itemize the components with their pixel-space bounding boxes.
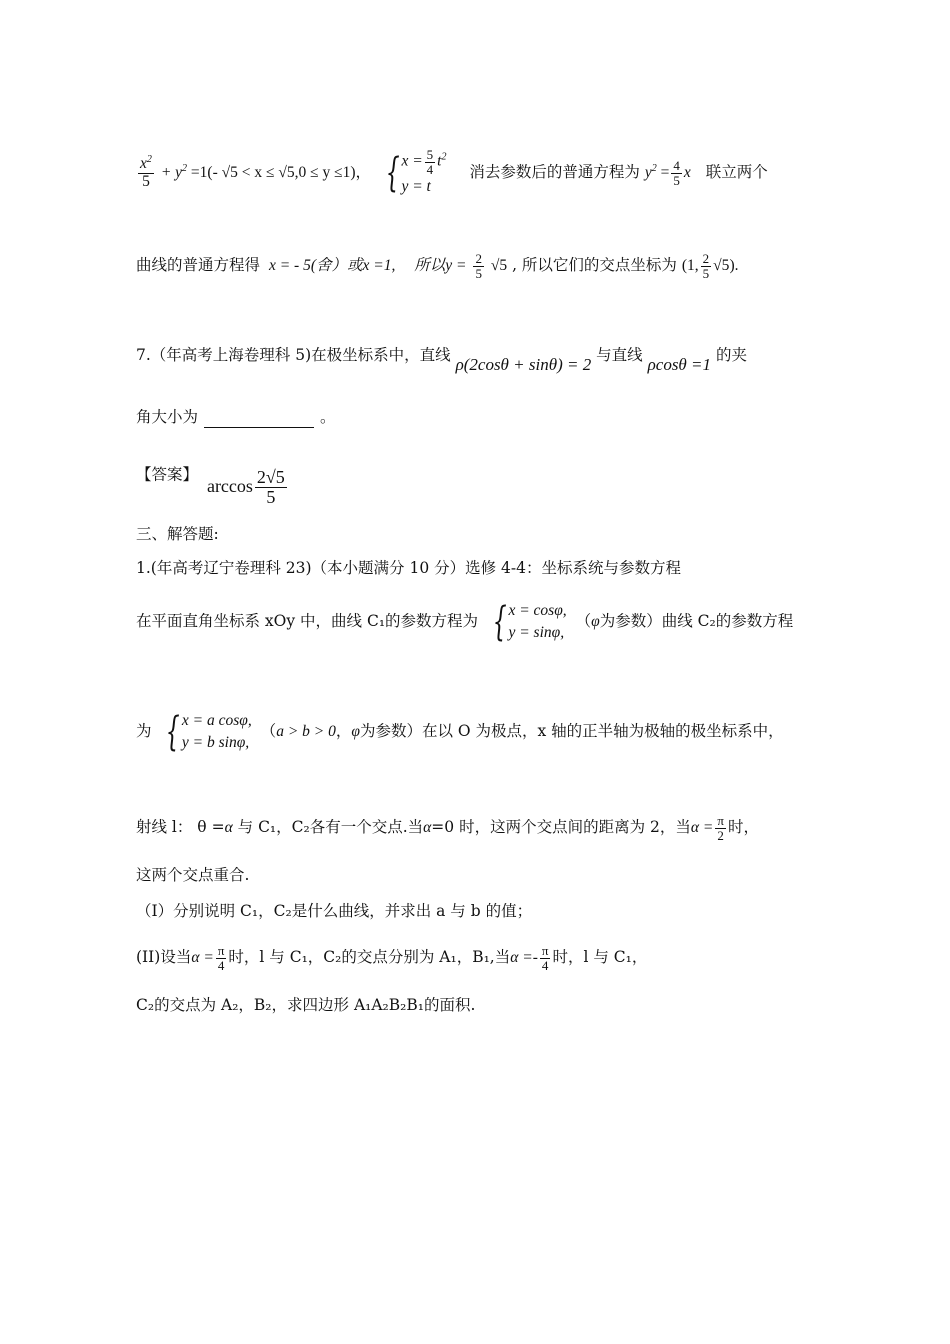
text-intersections: 与 C₁，C₂各有一个交点.当 [237, 818, 424, 837]
text-eliminate-param: 消去参数后的普通方程为 [469, 163, 640, 182]
phi-symbol: φ [591, 613, 600, 630]
math-line-1: ρ(2cosθ + sinθ) = 2 [455, 355, 592, 374]
problem-1-line-1 [136, 600, 793, 644]
text-part-2: (II)设当 [136, 948, 192, 967]
parametric-system-1: { x = $\frac{5}{4}$ $t^2$ y = t [385, 147, 447, 197]
answer-line [136, 456, 289, 507]
math-x-values: x = - 5(舍）或x =1, [268, 257, 396, 275]
text-curve-c2: 为参数）曲线 C₂的参数方程 [599, 612, 794, 630]
sqrt-5: √5 [490, 257, 508, 275]
problem-1-line-2 [136, 710, 784, 754]
question-7-line-2 [136, 406, 336, 428]
text-intersection: , 所以它们的交点坐标为 [512, 256, 677, 275]
condition-a-b: a > b > 0 [276, 723, 336, 740]
fraction-pi-over-2: $\frac{\pi}{2}$ [717, 813, 724, 843]
text-l-and-c1: 时，l 与 C₁， [552, 948, 648, 967]
text-general-equation: 曲线的普通方程得 [136, 256, 261, 275]
text-points-a1-b1: 时，l 与 C₁，C₂的交点分别为 A₁，B₁,当 [228, 948, 511, 967]
answer-label: 【答案】 [136, 465, 199, 484]
text-with-line: 与直线 [596, 346, 643, 364]
alpha-symbol: α [224, 819, 233, 837]
fraction-2-over-5: $\frac{2}{5}$ [475, 251, 482, 281]
paren-open: （ [260, 722, 277, 740]
alpha-symbol: α [423, 819, 432, 837]
problem-1-part-2 [136, 944, 647, 972]
text-combine: 联立两个 [705, 163, 768, 182]
fraction-pi-over-4-neg: $\frac{\pi}{4}$ [541, 943, 549, 973]
text-distance: =0 时，这两个交点间的距离为 2，当 [431, 818, 691, 837]
problem-1-area-question: C₂的交点为 A₂，B₂，求四边形 A₁A₂B₂B₁的面积. [136, 996, 476, 1014]
phi-symbol: φ [351, 723, 360, 740]
question-7-line-1 [136, 344, 747, 374]
fraction-x2-over-5: $\frac{x^2}{5}$ [140, 154, 152, 190]
equation-parabola: $y^2$ = $\frac{4}{5}$ x [644, 158, 691, 189]
text-when: 时， [727, 818, 759, 837]
problem-1-title: 1.(年高考辽宁卷理科 23)（本小题满分 10 分）选修 4-4：坐标系统与参数方程 [136, 559, 681, 577]
equation-ellipse: + $y^2 =1(-$ √5 < x ≤ √5,0 ≤ y ≤1)， [160, 162, 372, 182]
answer-blank [204, 411, 314, 428]
problem-1-part-1: （I）分别说明 C₁，C₂是什么曲线，并求出 a 与 b 的值； [136, 902, 533, 920]
text-polar-system: 为参数）在以 O 为极点，x 轴的正半轴为极轴的极坐标系中， [359, 722, 784, 740]
alpha-symbol: α = [191, 949, 214, 967]
fraction-pi-over-4: $\frac{\pi}{4}$ [217, 943, 225, 973]
text-wei: 为 [136, 722, 152, 740]
alpha-symbol: α =- [510, 949, 538, 967]
alpha-symbol: α = [690, 819, 714, 837]
text-angle: 的夹 [715, 346, 747, 364]
comma: ， [335, 722, 352, 740]
problem-1-line-3 [136, 814, 759, 842]
intersection-coordinate: (1, $\frac{2}{5}$ √5). [681, 251, 739, 282]
parametric-system-c1: { x = cosφ, y = sinφ, [492, 599, 567, 645]
paren-open: （ [575, 612, 592, 630]
math-y-value: 所以y = [414, 257, 467, 275]
text-angle-size: 角大小为 [136, 408, 199, 426]
math-line-2: ρcosθ =1 [647, 355, 712, 374]
period: 。 [320, 408, 336, 426]
section-heading: 三、解答题: [136, 525, 219, 543]
question-7-label: 7.（年高考上海卷理科 5)在极坐标系中，直线 [136, 346, 451, 364]
text-curve-c1: 在平面直角坐标系 xOy 中，曲线 C₁的参数方程为 [136, 612, 479, 630]
solution-line-2 [136, 252, 738, 281]
problem-1-line-4: 这两个交点重合. [136, 866, 250, 884]
text-ray: 射线 l： θ = [136, 818, 225, 837]
parametric-system-c2: { x = a cosφ, y = b sinφ, [166, 709, 252, 755]
solution-line-1 [136, 148, 768, 198]
answer-expression: arccos $\frac{2√5}{5}$ [206, 467, 285, 507]
